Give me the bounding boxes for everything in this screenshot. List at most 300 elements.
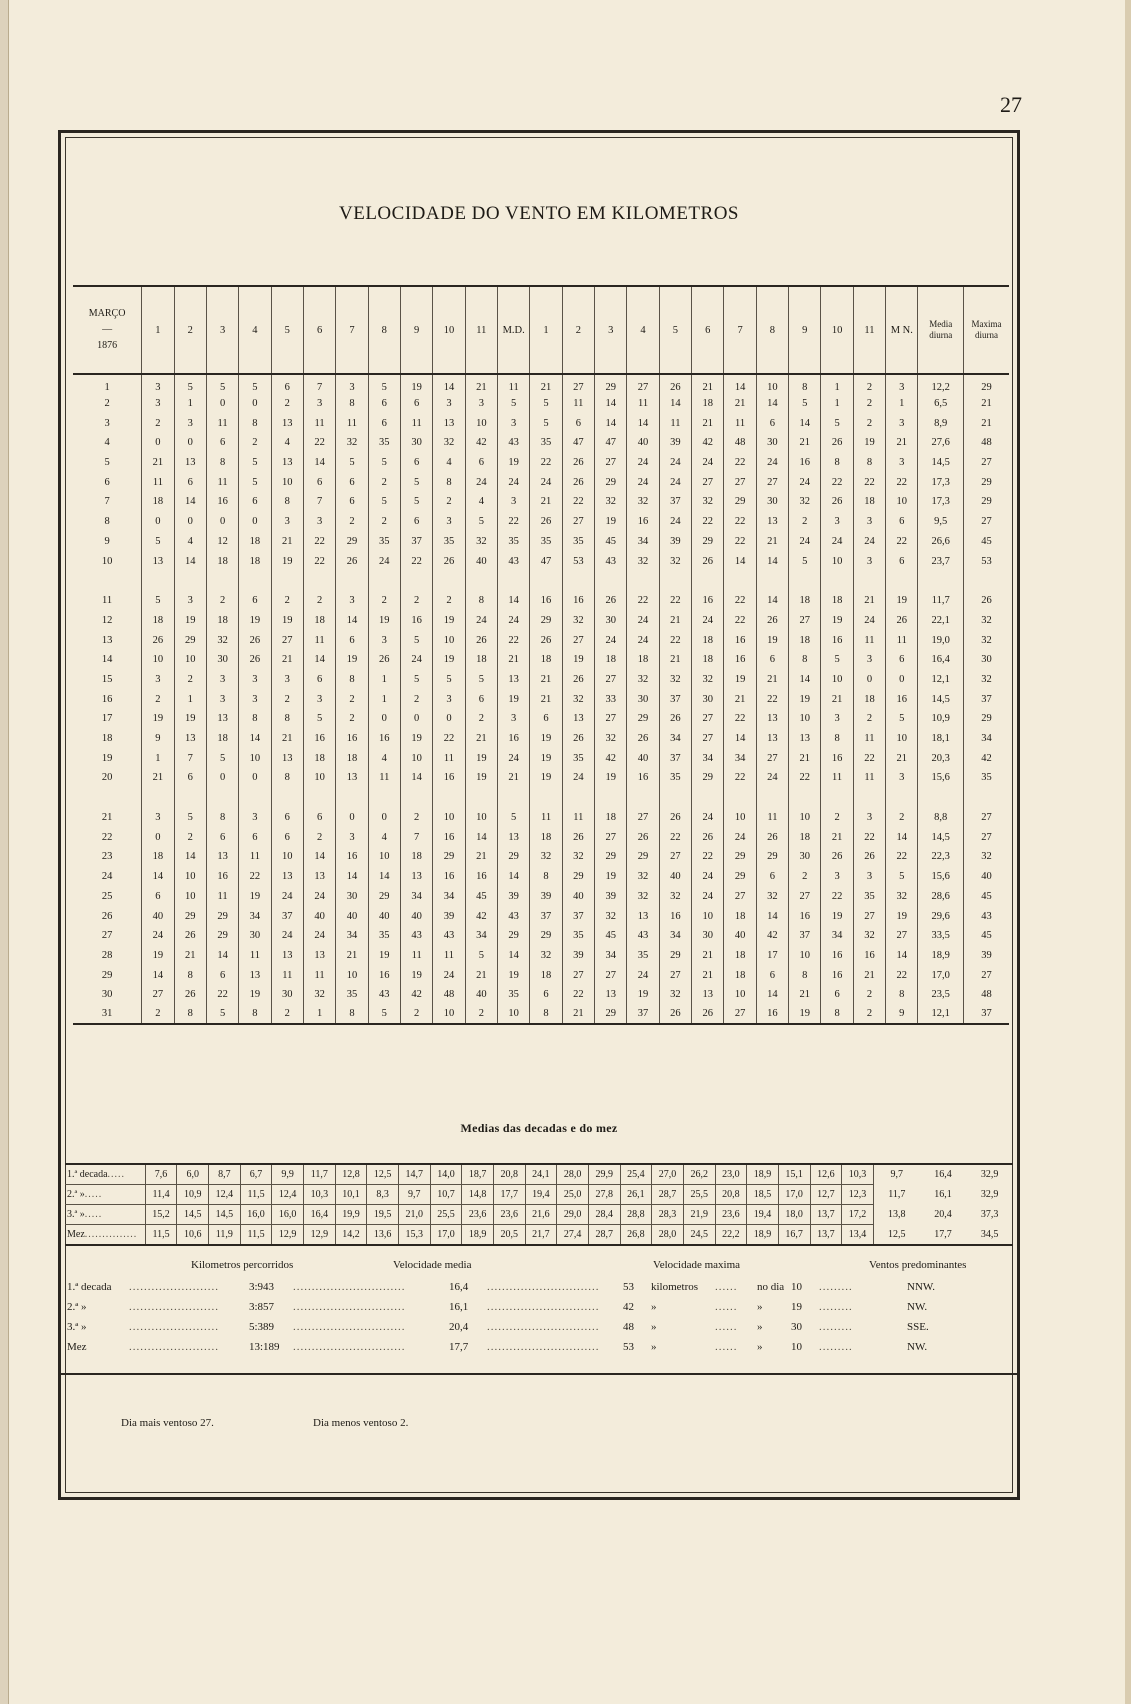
media-value: 28,6 (918, 887, 963, 907)
hour-value: 2 (271, 591, 303, 611)
hour-value: 37 (659, 689, 691, 709)
hour-value: 16 (627, 512, 659, 532)
hour-value: 10 (465, 808, 497, 828)
hour-value: 0 (142, 512, 174, 532)
hour-value: 8 (239, 1005, 271, 1025)
hour-value: 21 (465, 374, 497, 394)
hour-value: 0 (886, 670, 918, 690)
hour-value: 3 (498, 709, 530, 729)
hour-value: 10 (886, 492, 918, 512)
hour-value: 26 (562, 729, 594, 749)
hour-value: 2 (400, 1005, 432, 1025)
hour-value: 21 (562, 1005, 594, 1025)
hour-value: 19 (142, 946, 174, 966)
hour-value: 22 (239, 867, 271, 887)
hour-value: 2 (271, 1005, 303, 1025)
decade-max: 32,9 (966, 1164, 1013, 1185)
hour-value: 11 (206, 413, 238, 433)
maxima-label: Maxima (971, 319, 1002, 329)
hour-value: 13 (498, 670, 530, 690)
hour-value: 40 (465, 551, 497, 571)
hour-value: 13 (174, 729, 206, 749)
hour-value: 6 (530, 985, 562, 1005)
hour-value: 3 (206, 670, 238, 690)
decade-label (65, 1225, 145, 1246)
hour-value: 19 (498, 965, 530, 985)
page-title: VELOCIDADE DO VENTO EM KILOMETROS (339, 203, 739, 224)
hour-value: 19 (530, 729, 562, 749)
hour-value: 10 (174, 867, 206, 887)
hour-value: 11 (724, 413, 756, 433)
hour-value: 14 (174, 551, 206, 571)
year-label: 1876 (97, 340, 118, 351)
hour-value: 1 (821, 374, 853, 394)
hour-value: 11 (756, 808, 788, 828)
decade-value: 12,7 (810, 1185, 842, 1205)
hour-value: 27 (627, 374, 659, 394)
hour-value: 19 (271, 551, 303, 571)
hour-value: 6 (271, 827, 303, 847)
hour-value: 3 (465, 394, 497, 414)
spacer-cell (73, 571, 142, 591)
on-day-label: no dia (757, 1281, 785, 1293)
hour-value: 27 (692, 709, 724, 729)
hour-value: 4 (368, 827, 400, 847)
hour-value: 6 (756, 867, 788, 887)
hour-value: 5 (886, 867, 918, 887)
table-row (73, 650, 1009, 670)
hour-value: 26 (853, 847, 885, 867)
hour-value: 22 (724, 768, 756, 788)
hour-value: 21 (271, 532, 303, 552)
media-value: 15,6 (918, 867, 963, 887)
hour-value: 6 (239, 492, 271, 512)
hour-value: 6 (400, 453, 432, 473)
hour-value: 3 (239, 808, 271, 828)
decade-max: 32,9 (980, 1189, 999, 1200)
hour-value: 5 (886, 709, 918, 729)
hour-value: 21 (756, 532, 788, 552)
hour-header: 5 (271, 286, 303, 374)
hour-value: 19 (368, 611, 400, 631)
decade-value: 20,8 (493, 1164, 525, 1185)
hour-value: 3 (206, 689, 238, 709)
hour-value: 16 (368, 965, 400, 985)
decade-dots: ............... (84, 1229, 138, 1240)
hour-value: 40 (465, 985, 497, 1005)
decade-value: 8,7 (209, 1164, 241, 1185)
decade-value: 20,5 (493, 1225, 525, 1246)
hour-value: 2 (465, 709, 497, 729)
hour-value: 21 (789, 433, 821, 453)
hour-value: 18 (692, 650, 724, 670)
hour-value: 2 (271, 394, 303, 414)
hour-value: 29 (206, 926, 238, 946)
hour-value: 19 (271, 611, 303, 631)
hour-value: 13 (271, 453, 303, 473)
hour-value: 11 (433, 748, 465, 768)
hour-value: 14 (595, 413, 627, 433)
decade-dots: ..... (84, 1189, 103, 1200)
hour-value: 10 (239, 748, 271, 768)
decade-value: 27,8 (588, 1185, 620, 1205)
table-row (73, 965, 1009, 985)
hour-value: 3 (433, 689, 465, 709)
hour-value: 24 (303, 926, 335, 946)
decades-title: Medias das decadas e do mez (460, 1121, 618, 1135)
max-value: 26 (963, 591, 1009, 611)
decade-value: 24,1 (525, 1164, 557, 1185)
decade-value: 11,5 (240, 1225, 272, 1246)
hour-value: 3 (142, 394, 174, 414)
hour-value: 8 (821, 729, 853, 749)
hour-value: 18 (789, 591, 821, 611)
spacer-cell (465, 571, 497, 591)
hour-value: 26 (886, 611, 918, 631)
vmax-value: 48 (623, 1321, 634, 1333)
hour-value: 3 (336, 591, 368, 611)
decade-value: 17,7 (493, 1185, 525, 1205)
table-row (73, 748, 1009, 768)
hour-value: 32 (659, 551, 691, 571)
hour-value: 1 (368, 689, 400, 709)
hour-value: 5 (368, 492, 400, 512)
hour-value: 27 (271, 630, 303, 650)
hour-value: 10 (692, 906, 724, 926)
hour-value: 26 (530, 512, 562, 532)
spacer-cell (918, 788, 963, 808)
summary-dots: .............................. (293, 1301, 406, 1313)
hour-value: 26 (756, 611, 788, 631)
hour-header: 7 (336, 286, 368, 374)
spacer-cell (206, 571, 238, 591)
hour-value: 24 (692, 611, 724, 631)
hour-value: 16 (821, 630, 853, 650)
decade-value: 19,9 (335, 1205, 367, 1225)
hour-value: 47 (595, 433, 627, 453)
hour-value: 19 (724, 670, 756, 690)
hour-value: 26 (142, 630, 174, 650)
on-day-label: » (757, 1301, 763, 1313)
hour-value: 22 (724, 453, 756, 473)
hour-value: 6 (336, 472, 368, 492)
hour-value: 37 (659, 492, 691, 512)
hourly-wind-table (73, 285, 1009, 1025)
hour-value: 29 (595, 1005, 627, 1025)
hour-value: 24 (142, 926, 174, 946)
hour-value: 3 (433, 512, 465, 532)
hour-value: 43 (595, 551, 627, 571)
media-value: 6,5 (918, 394, 963, 414)
hour-value: 6 (756, 413, 788, 433)
hour-value: 29 (368, 887, 400, 907)
hour-value: 2 (239, 433, 271, 453)
decade-value: 14,7 (398, 1164, 430, 1185)
page-right-edge (1125, 0, 1131, 1704)
hour-value: 30 (789, 847, 821, 867)
hour-value: 19 (853, 433, 885, 453)
hour-value: 27 (724, 887, 756, 907)
table-frame (58, 130, 1020, 1500)
decade-value: 16,4 (304, 1205, 336, 1225)
decade-value: 23,0 (715, 1164, 747, 1185)
hour-value: 32 (562, 689, 594, 709)
day-cell: 28 (101, 949, 113, 961)
day-cell: 23 (101, 851, 113, 863)
hour-value: 6 (821, 985, 853, 1005)
hour-value: 18 (239, 551, 271, 571)
hour-value: 14 (433, 374, 465, 394)
hour-value: 24 (498, 472, 530, 492)
hour-value: 22 (562, 985, 594, 1005)
hour-value: 22 (659, 591, 691, 611)
hour-value: 24 (271, 926, 303, 946)
hour-value: 30 (400, 433, 432, 453)
hour-value: 19 (530, 768, 562, 788)
hour-value: 5 (142, 591, 174, 611)
hour-value: 5 (206, 748, 238, 768)
hour-value: 13 (498, 827, 530, 847)
hour-value: 30 (627, 689, 659, 709)
hour-value: 5 (239, 453, 271, 473)
summary-dots: .............................. (487, 1301, 600, 1313)
decade-value: 6,0 (177, 1164, 209, 1185)
hour-value: 48 (724, 433, 756, 453)
hour-value: 3 (853, 650, 885, 670)
month-dash: — (102, 324, 113, 335)
hour-value: 24 (562, 768, 594, 788)
decade-value: 14,5 (177, 1205, 209, 1225)
hour-value: 24 (692, 867, 724, 887)
hour-value: 2 (336, 689, 368, 709)
media-value: 14,5 (918, 453, 963, 473)
max-value: 48 (963, 433, 1009, 453)
hour-value: 13 (562, 709, 594, 729)
day-cell: 8 (104, 516, 110, 528)
hour-value: 5 (368, 453, 400, 473)
media-value: 20,3 (918, 748, 963, 768)
hour-value: 53 (562, 551, 594, 571)
hour-value: 34 (400, 887, 432, 907)
decade-value: 18,0 (778, 1205, 810, 1225)
hour-value: 21 (692, 946, 724, 966)
hour-value: 8 (530, 1005, 562, 1025)
hour-value: 21 (692, 413, 724, 433)
hour-value: 6 (756, 965, 788, 985)
hour-value: 10 (498, 1005, 530, 1025)
hour-value: 6 (336, 492, 368, 512)
hour-value: 16 (659, 906, 691, 926)
hour-value: 8 (239, 709, 271, 729)
hour-value: 29 (206, 906, 238, 926)
hour-value: 21 (530, 670, 562, 690)
hour-value: 16 (368, 729, 400, 749)
hour-value: 22 (724, 532, 756, 552)
hour-value: 34 (724, 748, 756, 768)
hour-value: 13 (206, 709, 238, 729)
km-header: Kilometros percorridos (191, 1259, 294, 1271)
hour-value: 19 (239, 887, 271, 907)
hour-value: 19 (239, 611, 271, 631)
hour-value: 40 (562, 887, 594, 907)
hour-value: 42 (595, 748, 627, 768)
hour-value: 10 (433, 1005, 465, 1025)
hour-value: 32 (627, 551, 659, 571)
hour-value: 26 (627, 729, 659, 749)
max-value: 37 (963, 1005, 1009, 1025)
hour-value: 4 (174, 532, 206, 552)
hour-value: 1 (142, 748, 174, 768)
hour-value: 3 (239, 689, 271, 709)
vm-value: 16,1 (449, 1301, 469, 1313)
hour-value: 3 (174, 591, 206, 611)
max-value: 48 (963, 985, 1009, 1005)
decade-value: 10,3 (842, 1164, 874, 1185)
table-row (73, 630, 1009, 650)
hour-value: 8 (433, 472, 465, 492)
spacer-cell (336, 571, 368, 591)
decade-value: 20,8 (715, 1185, 747, 1205)
hour-value: 11 (821, 768, 853, 788)
hour-value: 4 (465, 492, 497, 512)
hour-value: 0 (174, 433, 206, 453)
hour-value: 11 (886, 630, 918, 650)
hour-value: 18 (206, 611, 238, 631)
decade-value: 17,0 (778, 1185, 810, 1205)
hour-value: 6 (530, 709, 562, 729)
max-value: 27 (963, 453, 1009, 473)
hour-value: 26 (692, 551, 724, 571)
hour-value: 5 (498, 394, 530, 414)
hour-value: 11 (400, 946, 432, 966)
hour-value: 22 (724, 709, 756, 729)
max-value: 42 (963, 748, 1009, 768)
spacer-cell (692, 788, 724, 808)
hour-value: 2 (303, 591, 335, 611)
max-value: 27 (963, 827, 1009, 847)
hour-value: 2 (336, 709, 368, 729)
spacer-row (73, 571, 1009, 591)
hour-value: 0 (206, 768, 238, 788)
media-value: 15,6 (918, 768, 963, 788)
hour-value: 13 (756, 729, 788, 749)
hour-value: 18 (789, 827, 821, 847)
hour-value: 24 (465, 611, 497, 631)
hour-value: 5 (400, 670, 432, 690)
hour-value: 24 (433, 965, 465, 985)
hour-value: 24 (627, 630, 659, 650)
hour-value: 26 (821, 492, 853, 512)
hour-value: 18 (692, 630, 724, 650)
hour-value: 21 (142, 768, 174, 788)
hour-value: 1 (174, 394, 206, 414)
hour-value: 2 (368, 512, 400, 532)
hour-value: 21 (530, 374, 562, 394)
day-cell: 22 (101, 831, 113, 843)
day-cell: 10 (101, 555, 113, 567)
table-row (73, 532, 1009, 552)
table-header-row (73, 286, 1009, 374)
summary-block (67, 1281, 1007, 1361)
max-value: 29 (963, 374, 1009, 394)
hour-value: 16 (206, 867, 238, 887)
hour-value: 24 (271, 887, 303, 907)
hour-value: 43 (400, 926, 432, 946)
hour-header: M.D. (498, 286, 530, 374)
hour-value: 27 (692, 472, 724, 492)
hour-value: 5 (465, 670, 497, 690)
decade-value: 15,1 (778, 1164, 810, 1185)
hour-value: 24 (853, 611, 885, 631)
hour-value: 14 (303, 650, 335, 670)
spacer-cell (303, 788, 335, 808)
spacer-cell (853, 571, 885, 591)
hour-value: 32 (756, 887, 788, 907)
hour-value: 3 (821, 867, 853, 887)
hour-value: 27 (789, 611, 821, 631)
decade-value: 14,5 (209, 1205, 241, 1225)
hour-value: 11 (206, 472, 238, 492)
spacer-cell (400, 788, 432, 808)
hour-value: 34 (433, 887, 465, 907)
hour-value: 16 (724, 650, 756, 670)
hour-value: 18 (595, 808, 627, 828)
hour-value: 8 (206, 808, 238, 828)
hour-value: 14 (336, 867, 368, 887)
spacer-cell (756, 788, 788, 808)
max-value: 27 (963, 808, 1009, 828)
hour-value: 21 (465, 729, 497, 749)
hour-header: 10 (433, 286, 465, 374)
hour-value: 26 (692, 1005, 724, 1025)
hour-value: 6 (271, 374, 303, 394)
decade-value: 16,7 (778, 1225, 810, 1246)
hour-value: 2 (433, 492, 465, 512)
hour-value: 32 (789, 492, 821, 512)
hour-value: 26 (821, 433, 853, 453)
table-row (73, 611, 1009, 631)
hour-value: 35 (562, 532, 594, 552)
media-value: 9,5 (918, 512, 963, 532)
hour-value: 16 (562, 591, 594, 611)
hour-value: 19 (886, 906, 918, 926)
hour-value: 2 (853, 394, 885, 414)
hour-value: 21 (465, 847, 497, 867)
hour-value: 18 (142, 492, 174, 512)
hour-value: 11 (659, 413, 691, 433)
vm-header: Velocidade media (393, 1259, 472, 1271)
table-row (73, 1005, 1009, 1025)
hour-value: 22 (821, 472, 853, 492)
hour-value: 6 (400, 512, 432, 532)
spacer-cell (142, 571, 174, 591)
max-value: 43 (963, 906, 1009, 926)
hour-value: 29 (627, 847, 659, 867)
summary-dots: ...... (715, 1301, 738, 1313)
hour-value: 22 (530, 453, 562, 473)
hour-value: 10 (400, 748, 432, 768)
hour-value: 32 (303, 985, 335, 1005)
decade-value: 25,5 (430, 1205, 462, 1225)
summary-dots: .............................. (293, 1341, 406, 1353)
hour-value: 2 (142, 1005, 174, 1025)
hour-value: 24 (659, 512, 691, 532)
hour-value: 9 (886, 1005, 918, 1025)
hour-value: 10 (303, 768, 335, 788)
hour-value: 40 (368, 906, 400, 926)
hour-value: 22 (498, 512, 530, 532)
hour-value: 19 (400, 374, 432, 394)
